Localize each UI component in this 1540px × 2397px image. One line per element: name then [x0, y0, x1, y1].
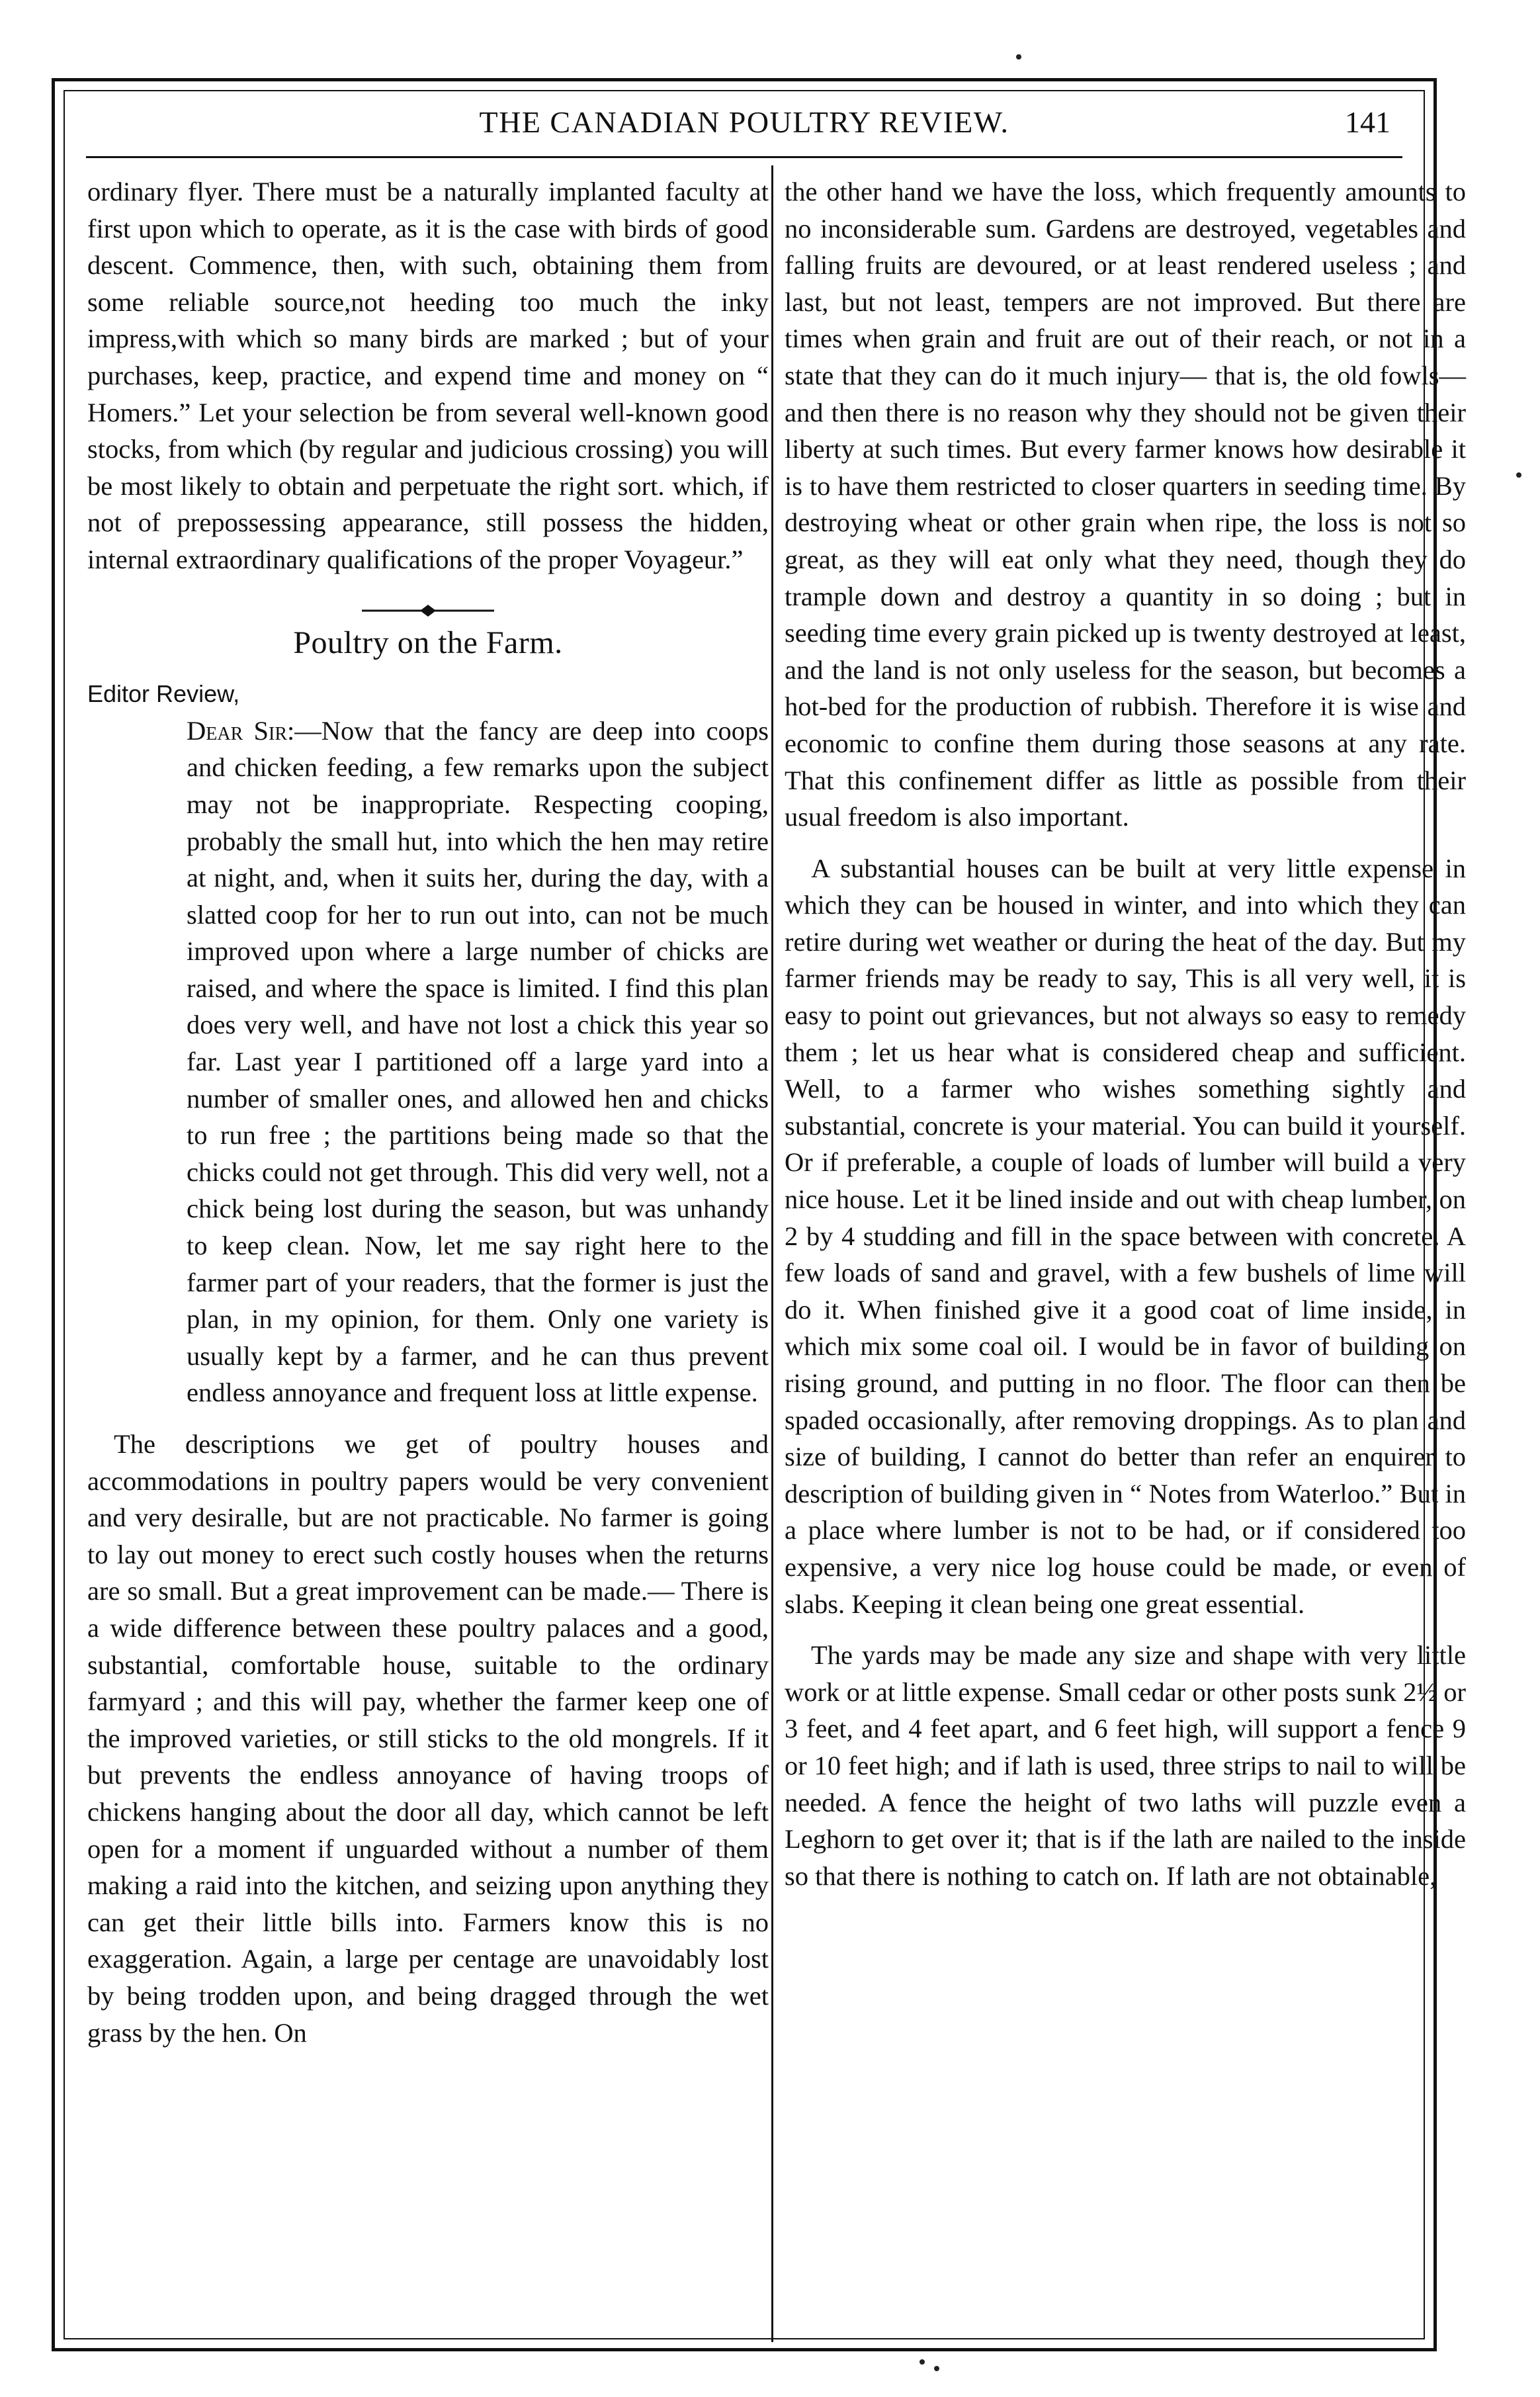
column-divider	[771, 165, 773, 2342]
right-column	[785, 173, 1466, 1894]
paragraph: the other hand we have the loss, which frequently amounts to no inconsiderable sum. Gardens are destroyed, vegetables and falling fruits are devoured, or at least rendered useless ; and last, but not least, tempers are not improved. But there are times when grain and fruit are out of their reach, or not in a state that they can do it much injury— that is, the old fowls—and then there is no reason why they should not be given their liberty at such times. But every farmer knows how desirable it is to have them restricted to closer quarters in seeding time. By destroying wheat or other grain when ripe, the loss is not so great, as they will eat only what they need, though they do trample down and destroy a quantity in so doing ; but in seeding time every grain picked up is twenty destroyed at least, and the land is not only useless for the season, but becomes a hot-bed for the production of rubbish. Therefore it is wise and economic to confine them during those seasons at any rate. That this confinement differ as little as possible from their usual freedom is also important.	[785, 177, 1466, 832]
letter-paragraph-text: :—Now that the fancy are deep into coops and chicken feeding, a few remarks upon the subject may not be inappropriate. Respecting cooping, probably the small hut, into which the hen may retire at night, and, when it suits her, during the day, with a slatted coop for her to run out into, can not be much improved upon where a large number of chicks are raised, and where the space is limited. I find this plan does very well, and have not lost a chick this year so far. Last year I partitioned off a large yard into a number of smaller ones, and allowed hen and chicks to run free ; the partitions being made so that the chicks could not get through. This did very well, not a chick being lost during the season, but was unhandy to keep clean. Now, let me say right here to the farmer part of your readers, that the former is just the plan, in my opinion, for them. Only one variety is usually kept by a farmer, and he can thus prevent endless annoyance and frequent loss at little expense.	[187, 715, 769, 1408]
salutation: Editor Review,	[87, 680, 240, 708]
paragraph: The yards may be made any size and shape with very little work or at little expense. Small cedar or other posts sunk 2½ or 3 feet, and 4 feet apart, and 6 feet high, will support a fence 9 or 10 feet high; and if lath is used, three strips to nail to will be needed. A fence the height of two laths will puzzle even a Leghorn to get over it; that is if the lath are nailed to the inside so that there is nothing to catch on. If lath are not obtainable,	[785, 1640, 1466, 1891]
section-ornament	[362, 602, 494, 619]
letter-paragraph	[87, 713, 769, 1411]
left-column	[87, 173, 769, 2051]
header-rule	[86, 156, 1402, 158]
page-number: 141	[1345, 105, 1390, 139]
running-title: THE CANADIAN POULTRY REVIEW.	[479, 105, 1009, 139]
paragraph: A substantial houses can be built at very little expense in which they can be housed in winter, and into which they can retire during wet weather or during the heat of the day. But my farmer friends may be ready to say, This is all very well, it is easy to point out grievances, but not always so easy to remedy them ; let us hear what is considered cheap and sufficient. Well, to a farmer who wishes something sightly and substantial, concrete is your material. You can build it yourself. Or if preferable, a couple of loads of lumber will build a very nice house. Let it be lined inside and out with cheap lumber, on 2 by 4 studding and fill in the space between with concrete. A few loads of sand and gravel, with a few bushels of lime will do it. When finished give it a good coat of lime inside, in which mix some coal oil. I would be in favor of building on rising ground, and putting in no floor. The floor can then be spaded occasionally, after removing droppings. As to plan and size of building, I cannot do better than refer an enquirer to description of building given in “ Notes from Waterloo.” But in a place where lumber is not to be had, or if considered too expensive, a very nice log house could be made, or even of slabs. Keeping it clean being one great essential.	[785, 853, 1466, 1619]
paragraph: The descriptions we get of poultry houses and accommodations in poultry papers would be very convenient and very desiralle, but are not practicable. No farmer is going to lay out money to erect such costly houses when the returns are so small. But a great improvement can be made.— There is a wide difference between these poultry palaces and a good, substantial, comfortable house, suitable to the ordinary farmyard ; and this will pay, whether the farmer keep one of the improved varieties, or still sticks to the old mongrels. If it but prevents the endless annoyance of having troops of chickens hanging about the door all day, which cannot be left open for a moment if unguarded without a number of them making a raid into the kitchen, and seizing upon anything they can get their little bills into. Farmers know this is no exaggeration. Again, a large per centage are unavoidably lost by being trodden upon, and being dragged through the wet grass by the hen. On	[87, 1429, 769, 2048]
dear-sir: Dear Sir	[187, 715, 288, 746]
continued-paragraph: ordinary flyer. There must be a naturally implanted faculty at first upon which to operate, as it is the case with birds of good descent. Commence, then, with such, obtaining them from some reliable source,not heeding too much the inky impress,with which so many birds are marked ; but of your purchases, keep, practice, and expend time and money on “ Homers.” Let your selection be from several well-known good stocks, from which (by regular and judicious crossing) you will be most likely to obtain and perpetuate the right sort. which, if not of prepossessing appearance, still possess the hidden, internal extraordinary qualifications of the proper Voyageur.”	[87, 177, 769, 574]
page-header	[86, 98, 1402, 151]
section-title: Poultry on the Farm.	[293, 625, 563, 660]
